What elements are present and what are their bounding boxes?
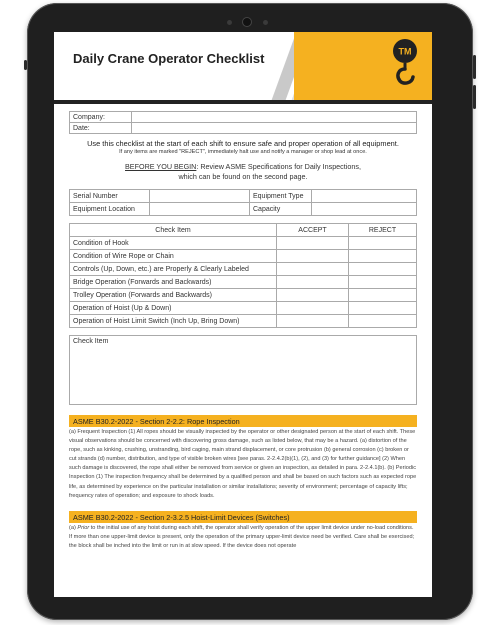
camera-dot-right [263,20,268,25]
section-body-italic: Prior [77,524,90,531]
reject-cell[interactable] [349,302,417,315]
reject-cell[interactable] [349,263,417,276]
checklist-row [70,289,417,302]
section-heading-rope: ASME B30.2-2022 - Section 2-2.2: Rope Inspection [69,415,417,427]
reject-cell[interactable] [349,237,417,250]
header-divider [54,100,432,104]
check-item-label: Operation of Hoist Limit Switch (Inch Up, Bring Down) [70,315,277,328]
type-field[interactable] [312,190,417,203]
accept-cell[interactable] [277,250,349,263]
before-you-begin [69,162,417,182]
date-label: Date: [70,123,132,134]
accept-cell[interactable] [277,276,349,289]
notes-box[interactable] [69,335,417,405]
reject-cell[interactable] [349,250,417,263]
accept-cell[interactable] [277,289,349,302]
document-header [54,32,432,100]
company-field[interactable] [132,112,417,123]
document-screen [54,32,432,597]
equipment-table [69,189,417,216]
accept-cell[interactable] [277,263,349,276]
serial-field[interactable] [150,190,250,203]
checklist-row [70,315,417,328]
checklist-header-row [70,224,417,237]
reject-cell[interactable] [349,315,417,328]
capacity-label: Capacity [250,203,312,216]
equipment-row-2 [70,203,417,216]
section-body-hoist-limit [69,524,417,551]
check-item-label: Trolley Operation (Forwards and Backwards) [70,289,277,302]
company-row [70,112,417,123]
crane-hook-logo-icon [388,38,422,86]
camera-icon [243,18,251,26]
checklist-row [70,276,417,289]
check-item-label: Condition of Wire Rope or Chain [70,250,277,263]
type-label: Equipment Type [250,190,312,203]
check-item-label: Controls (Up, Down, etc.) are Properly & Clearly Labeled [70,263,277,276]
instructions-main: Use this checklist at the start of each shift to ensure safe and proper operation of all equipment. [87,139,399,148]
section-body-prefix: (a) [69,524,78,531]
volume-button-down[interactable] [473,85,476,109]
checklist-row [70,263,417,276]
header-reject: REJECT [349,224,417,237]
checklist-table [69,223,417,328]
logo-text: TM [398,46,412,57]
equipment-row-1 [70,190,417,203]
accept-cell[interactable] [277,237,349,250]
date-field[interactable] [132,123,417,134]
checklist-row [70,237,417,250]
camera-dot-left [227,20,232,25]
before-line-2: which can be found on the second page. [178,172,308,181]
instructions-sub: If any items are marked "REJECT", immediately halt use and notify a manager or shop lead at once. [119,149,367,155]
before-prefix: BEFORE YOU BEGIN [125,162,197,171]
check-item-label: Operation of Hoist (Up & Down) [70,302,277,315]
checklist-row [70,250,417,263]
check-item-label: Condition of Hook [70,237,277,250]
notes-label: Check Item [73,338,109,345]
section-body-rest: to the initial use of any hoist during each shift, the operator shall verify operation of the upper limit device under no-load conditions. If more than one upper-limit device is present, only the operation of the primary upper-limit device need be verified. Care shall be exercised; the block shall be inched into the limit or run in at slow speed. If the device does not operate [69,524,415,549]
serial-label: Serial Number [70,190,150,203]
accept-cell[interactable] [277,302,349,315]
header-accept: ACCEPT [277,224,349,237]
section-body-rope: (a) Frequent Inspection (1) All ropes should be visually inspected by the operator or other designated person at the start of each shift. These visual observations should be concerned with discovering gross damage, such as listed below, that may be a hazard. (a) distortion of the rope, such as kinking, crushing, unstranding, bird caging, main strand displacement, or core protrusion (b) general corrosion (c) broken or cut strands (d) number, distribution, and type of visible broken wires [see paras. 2-2.4.2(b)(1), (2), and (3) for further guidance] (2) When such damage is discovered, the rope shall either be removed from service or given an inspection, as detailed in para. 2-2.4.1(b). (b) Periodic Inspection (1) The inspection frequency shall be determined by a qualified person and shall be based on such factors such as expected rope life, as determined by experience on the particular installation or similar installations; severity of environment; percentage of capacity lifts; frequency rates of operation; and exposure to shock loads. [69,429,417,499]
header-check-item: Check Item [70,224,277,237]
before-line-1 [69,162,417,172]
company-date-table [69,111,417,134]
location-label: Equipment Location [70,203,150,216]
power-button[interactable] [24,60,27,70]
company-label: Company: [70,112,132,123]
location-field[interactable] [150,203,250,216]
date-row [70,123,417,134]
reject-cell[interactable] [349,289,417,302]
capacity-field[interactable] [312,203,417,216]
before-rest: : Review ASME Specifications for Daily Inspections, [196,162,361,171]
instructions [69,139,417,155]
check-item-label: Bridge Operation (Forwards and Backwards) [70,276,277,289]
document-title: Daily Crane Operator Checklist [73,51,265,66]
checklist-row [70,302,417,315]
reject-cell[interactable] [349,276,417,289]
document-content [54,111,432,551]
section-heading-hoist-limit: ASME B30.2-2022 - Section 2-3.2.5 Hoist-Limit Devices (Switches) [69,511,417,523]
accept-cell[interactable] [277,315,349,328]
volume-button-up[interactable] [473,55,476,79]
